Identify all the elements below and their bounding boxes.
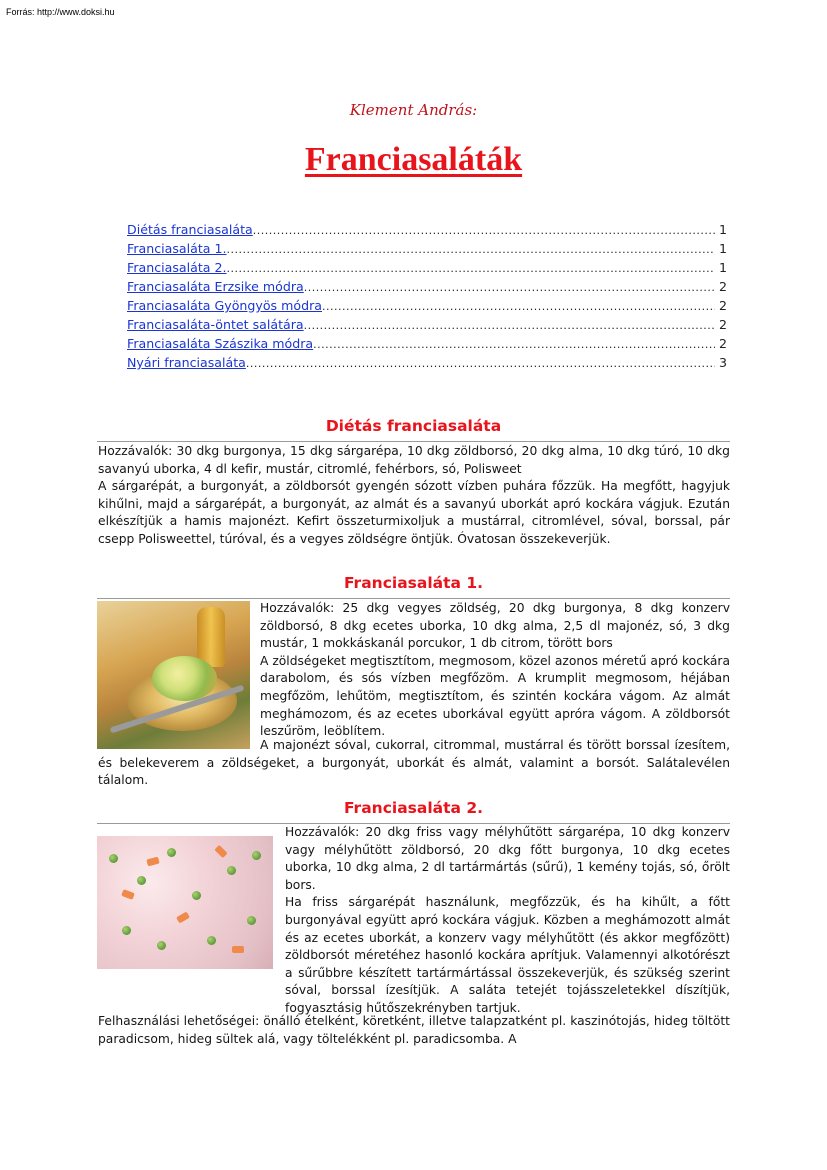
toc-page-number: 1 xyxy=(718,241,727,256)
toc-dots xyxy=(227,262,715,275)
toc-dots xyxy=(304,281,715,294)
toc-page-number: 1 xyxy=(718,222,727,237)
toc-page-number: 2 xyxy=(718,317,727,332)
toc-page-number: 3 xyxy=(718,355,727,370)
toc-dots xyxy=(313,338,715,351)
toc-dots xyxy=(322,300,715,313)
page-title: Franciasaláták xyxy=(304,141,523,178)
toc-dots xyxy=(304,319,715,332)
toc-link[interactable]: Franciasaláta 2. xyxy=(127,260,227,275)
toc-link[interactable]: Franciasaláta Erzsike módra xyxy=(127,279,304,294)
section-heading-dietas: Diétás franciasaláta xyxy=(325,417,502,435)
toc-page-number: 1 xyxy=(718,260,727,275)
method-text: A majonézt sóval, cukorral, citrommal, mustárral és törött borssal ízesítem, és belekeverem a zöldségeket, a burgonyát, uborkát és almát, valamint a borsót. Salátalevélen tálalom. xyxy=(98,738,730,788)
source-line: Forrás: http://www.doksi.hu xyxy=(6,7,115,17)
pea-shape xyxy=(227,866,236,875)
carrot-shape xyxy=(232,946,244,953)
oil-bottle-shape xyxy=(197,607,225,667)
toc-link[interactable]: Franciasaláta 1. xyxy=(127,241,227,256)
toc-link[interactable]: Diétás franciasaláta xyxy=(127,222,253,237)
pea-shape xyxy=(157,941,166,950)
pea-shape xyxy=(252,851,261,860)
section-heading-fs2: Franciasaláta 2. xyxy=(343,799,484,817)
toc-page-number: 2 xyxy=(718,298,727,313)
pea-shape xyxy=(122,926,131,935)
toc-row xyxy=(127,298,727,317)
method-text: Ha friss sárgarépát használunk, megfőzzük, és ha kihűlt, a főtt burgonyával együtt apró kockára vágjuk. Közben a meghámozott almát és az ecetes uborkát, a konzerv vagy mélyhűtött (és akkor megfőzött) zöldborsót méretéhez hasonló kockára aprítjuk. Valamennyi alkotórészt a sűrűbbre készített tartármártással összekeverjük, és szükség szerint sóval, borssal ízesítjük. A saláta tetejét tojásszeletekkel díszítjük, fogyasztásig hűtőszekrényben tartjuk. xyxy=(285,895,730,1015)
toc-page-number: 2 xyxy=(718,279,727,294)
section-body-fs1-full xyxy=(98,737,730,790)
carrot-shape xyxy=(121,889,135,900)
ingredients-text: Hozzávalók: 25 dkg vegyes zöldség, 20 dkg burgonya, 8 dkg konzerv zöldborsó, 8 dkg ecetes uborka, 10 dkg alma, 2,5 dl majonéz, só, 3 dkg mustár, 1 mokkáskanál porcukor, 1 db citrom, törött bors xyxy=(260,601,730,651)
toc-page-number: 2 xyxy=(718,336,727,351)
toc-row xyxy=(127,355,727,374)
section-divider xyxy=(97,598,730,599)
section-body-fs1-side xyxy=(260,600,730,741)
pea-shape xyxy=(192,891,201,900)
salad-shape xyxy=(152,656,217,701)
toc-row xyxy=(127,279,727,298)
section-body-dietas xyxy=(98,443,730,549)
toc-dots xyxy=(253,224,715,237)
salad-closeup-photo xyxy=(97,836,273,969)
toc-row xyxy=(127,241,727,260)
pea-shape xyxy=(207,936,216,945)
salad-dish-photo xyxy=(97,601,250,749)
toc-row xyxy=(127,222,727,241)
section-heading-fs1: Franciasaláta 1. xyxy=(343,574,484,592)
section-divider xyxy=(97,441,730,442)
toc-link[interactable]: Nyári franciasaláta xyxy=(127,355,246,370)
section-body-fs2-side xyxy=(285,824,730,1018)
toc-dots xyxy=(227,243,715,256)
toc-link[interactable]: Franciasaláta Gyöngyös módra xyxy=(127,298,322,313)
toc-link[interactable]: Franciasaláta Szászika módra xyxy=(127,336,314,351)
carrot-shape xyxy=(214,845,227,858)
toc-row xyxy=(127,317,727,336)
carrot-shape xyxy=(176,911,190,923)
toc-row xyxy=(127,336,727,355)
author: Klement András: xyxy=(349,101,478,119)
ingredients-text: Hozzávalók: 20 dkg friss vagy mélyhűtött sárgarépa, 10 dkg konzerv vagy mélyhűtött zöldborsó, 20 dkg főtt burgonya, 10 dkg ecetes uborka, 10 dkg alma, 2 dl tartármártás (sűrű), 1 kemény tojás, só, őrölt bors. xyxy=(285,825,730,892)
pea-shape xyxy=(109,854,118,863)
toc-link[interactable]: Franciasaláta-öntet salátára xyxy=(127,317,304,332)
section-body-fs2-full xyxy=(98,1013,730,1048)
toc-row xyxy=(127,260,727,279)
method-text: A sárgarépát, a burgonyát, a zöldborsót gyengén sózott vízben puhára főzzük. Ha megfőtt, hagyjuk kihűlni, majd a sárgarépát, a burgonyát, az almát és a savanyú uborkát apró kockára vágjuk. Ezután elkészítjük a hamis majonézt. Kefirt összeturmixoljuk a mustárral, citromlével, sóval, borssal, pár csepp Polisweettel, túróval, és a vegyes zöldségre öntjük. Óvatosan összekeverjük. xyxy=(98,479,730,546)
pea-shape xyxy=(137,876,146,885)
usage-text: Felhasználási lehetőségei: önálló ételként, köretként, illetve talapzatként pl. kaszinótojás, hideg töltött paradicsom, hideg sültek alá, vagy töltelékként pl. paradicsomba. A xyxy=(98,1014,730,1046)
method-text: A zöldségeket megtisztítom, megmosom, közel azonos méretű apró kockára darabolom, és sós vízben megfőzöm. A krumplit megmosom, héjában megfőzöm, lehűtöm, megtisztítom, és szintén kockára vágom. Az almát meghámozom, és az ecetes uborkával együtt apróra vágom. A zöldborsót leszűröm, leöblítem. xyxy=(260,653,730,739)
carrot-shape xyxy=(146,857,159,867)
pea-shape xyxy=(247,916,256,925)
toc-dots xyxy=(246,357,715,370)
ingredients-text: Hozzávalók: 30 dkg burgonya, 15 dkg sárgarépa, 10 dkg zöldborsó, 20 dkg alma, 10 dkg túró, 10 dkg savanyú uborka, 4 dl kefir, mustár, citromlé, fehérbors, só, Polisweet xyxy=(98,444,730,476)
table-of-contents xyxy=(127,222,727,374)
pea-shape xyxy=(167,848,176,857)
